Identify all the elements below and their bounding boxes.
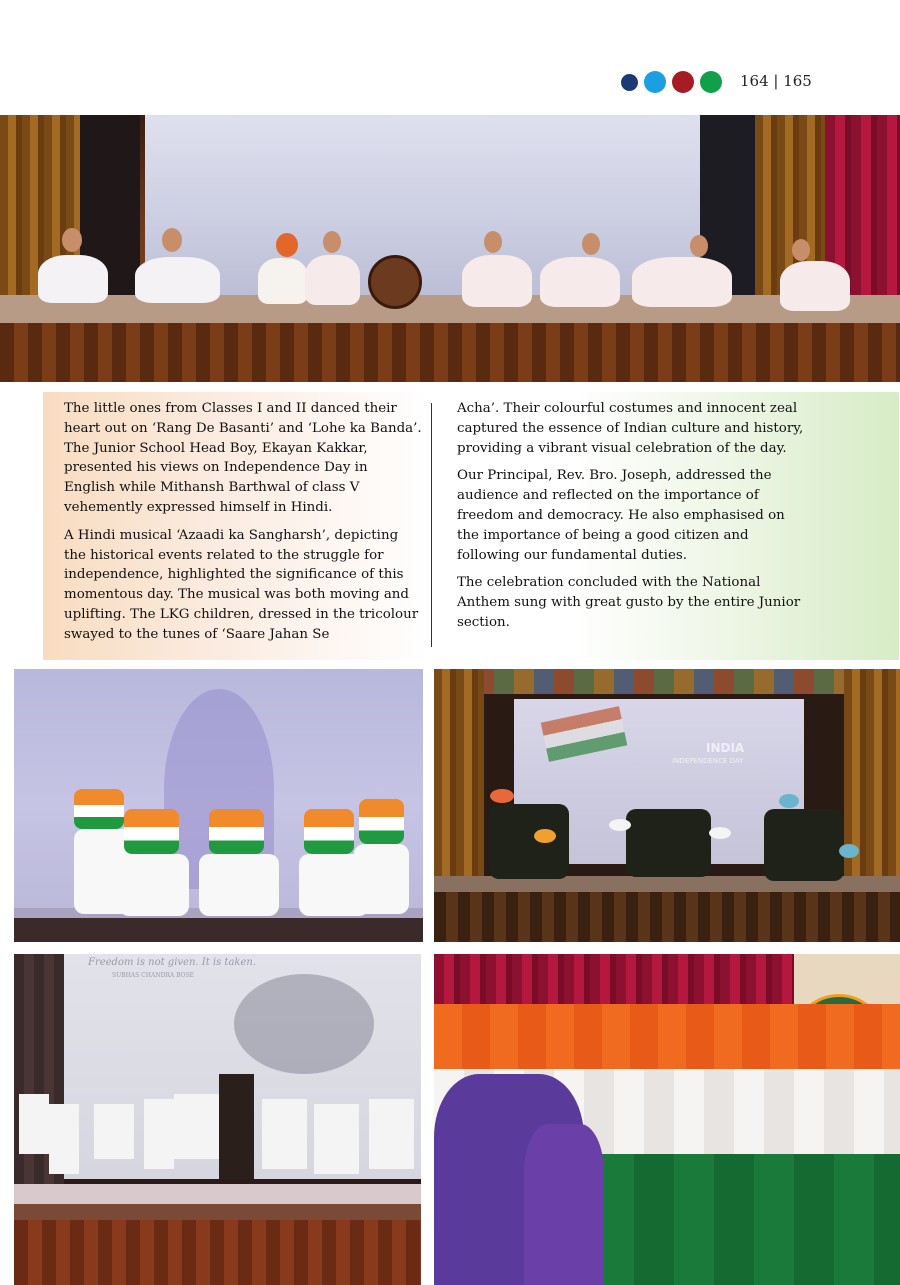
screen-quote: Freedom is not given. It is taken. (88, 957, 257, 968)
article-paragraph: Acha’. Their colourful costumes and innocent zeal captured the essence of Indian culture and history, providing a vibrant visual celebration of the day. (457, 401, 804, 456)
article-left-column (64, 399, 422, 653)
photo-stage-dance-india (434, 669, 900, 942)
screen-title-india: INDIA (706, 741, 745, 755)
dot-green (700, 71, 722, 93)
photo-boys-march (14, 954, 421, 1285)
dot-blue (644, 71, 666, 93)
photo-girls-tricolour-dance (14, 669, 423, 942)
column-divider (431, 403, 432, 647)
article-paragraph: Our Principal, Rev. Bro. Joseph, addressed the audience and reflected on the importance of freedom and democracy. He also emphasised on the importance of being a good citizen and following our fundamental duties. (457, 468, 785, 563)
color-dots (621, 71, 722, 93)
dot-red (672, 71, 694, 93)
article-right-column (457, 399, 807, 641)
dot-navy (621, 74, 638, 91)
page-numbers: 164 | 165 (740, 72, 812, 90)
photo-stage-children-seated (0, 115, 900, 382)
article-paragraph: The celebration concluded with the National Anthem sung with great gusto by the entire Junior section. (457, 575, 801, 630)
screen-quote-author: SUBHAS CHANDRA BOSE (112, 972, 195, 979)
screen-subtitle-independence-day: INDEPENDENCE DAY (672, 757, 744, 765)
article-paragraph: The little ones from Classes I and II danced their heart out on ‘Rang De Basanti’ and ‘Lohe ka Banda’. The Junior School Head Boy, Ekayan Kakkar, presented his views on Independence Day in English while Mithansh Barthwal of class V vehemently expressed himself in Hindi. (64, 401, 422, 515)
photo-children-tricolour-costumes (434, 954, 900, 1285)
article-paragraph: A Hindi musical ‘Azaadi ka Sangharsh’, depicting the historical events related to the struggle for independence, highlighted the significance of this momentous day. The musical was both moving and uplifting. The LKG children, dressed in the tricolour swayed to the tunes of ‘Saare Jahan Se (64, 527, 419, 642)
